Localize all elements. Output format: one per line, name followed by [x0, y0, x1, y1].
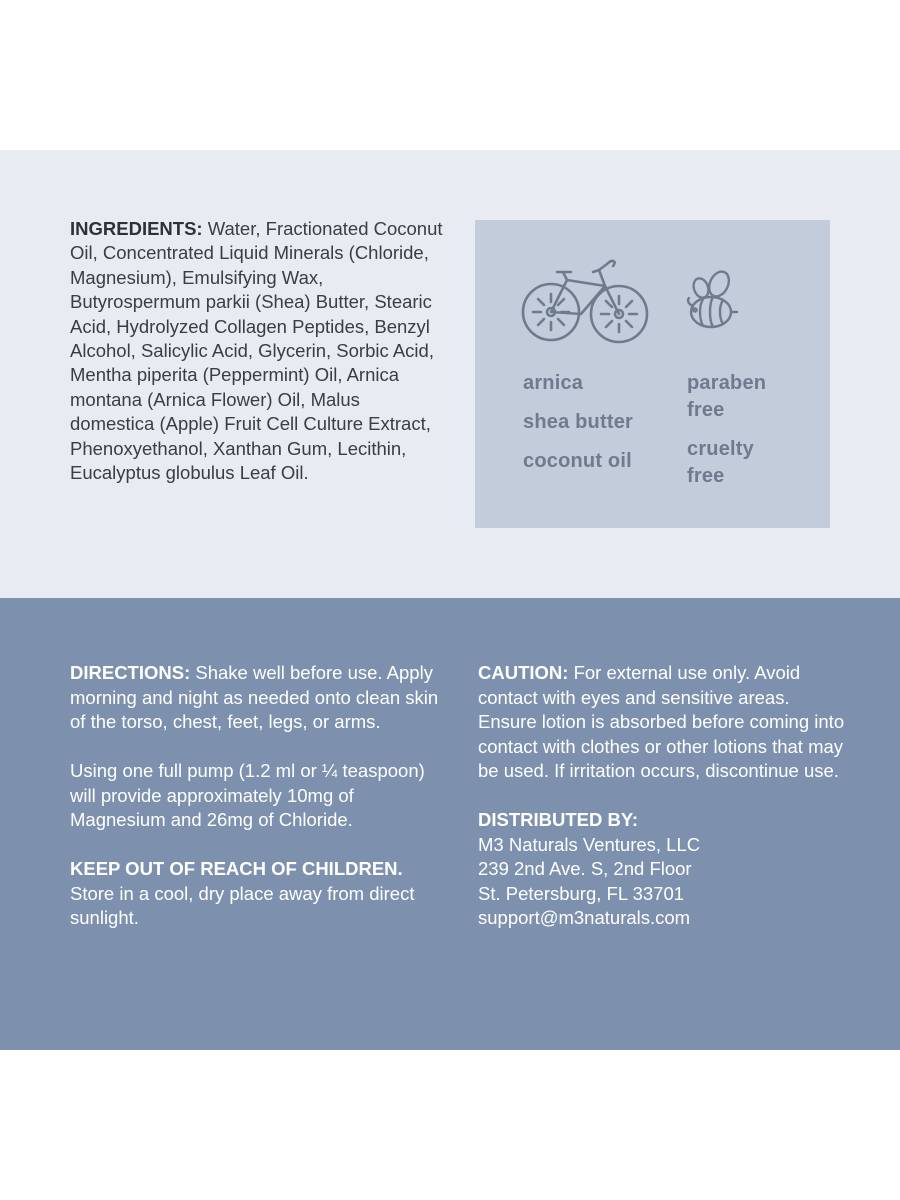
feature-box [475, 220, 830, 528]
dosage-text: Using one full pump (1.2 ml or ¼ teaspoon) will provide approximately 10mg of Magnesium and 26mg of Chloride. [70, 760, 425, 830]
keep-out-text: KEEP OUT OF REACH OF CHILDREN. Store in a cool, dry place away from direct sunlight. [70, 858, 415, 928]
caution-label: CAUTION: [478, 662, 569, 683]
ingredients-list: Water, Fractionated Coconut Oil, Concentrated Liquid Minerals (Chloride, Magnesium), Emulsifying Wax, Butyrospermum parkii (Shea) Butter, Stearic Acid, Hydrolyzed Collagen Peptides, Benzyl Alcohol, Salicylic Acid, Glycerin, Sorbic Acid, Mentha piperita (Peppermint) Oil, Arnica montana (Arnica Flower) Oil, Malus domestica (Apple) Fruit Cell Culture Extract, Phenoxyethanol, Xanthan Gum, Lecithin, Eucalyptus globulus Leaf Oil. [70, 218, 443, 484]
distributor-block [478, 808, 853, 931]
caution-text: CAUTION: For external use only. Avoid contact with eyes and sensitive areas. Ensure lotion is absorbed before coming into contact with clothes or other lotions that may be used. If irritation occurs, discontinue use. [478, 662, 845, 781]
bee-icon [683, 266, 739, 334]
feature-shea-butter: shea butter [523, 411, 634, 433]
feature-arnica: arnica [523, 372, 584, 394]
ingredients-label: INGREDIENTS: [70, 218, 203, 239]
feature-paraben-free: paraben free [687, 372, 767, 421]
distributor-address-2: St. Petersburg, FL 33701 [478, 882, 685, 904]
directions-column [70, 661, 445, 955]
feature-list-ingredients [523, 370, 633, 487]
keep-out-label: KEEP OUT OF REACH OF CHILDREN. [70, 858, 403, 879]
caution-column [478, 661, 853, 955]
directions-text: DIRECTIONS: Shake well before use. Apply morning and night as needed onto clean skin of the torso, chest, feet, legs, or arms. [70, 662, 439, 732]
directions-label: DIRECTIONS: [70, 662, 191, 683]
bicycle-icon [519, 256, 651, 346]
ingredients-text [70, 217, 445, 485]
distributor-label: DISTRIBUTED BY: [478, 809, 638, 830]
feature-cruelty-free: cruelty free [687, 438, 754, 487]
distributor-address-1: 239 2nd Ave. S, 2nd Floor [478, 858, 692, 879]
distributor-name: M3 Naturals Ventures, LLC [478, 833, 701, 855]
distributor-email: support@m3naturals.com [478, 907, 691, 928]
feature-list-claims [687, 370, 787, 502]
feature-coconut-oil: coconut oil [523, 450, 632, 472]
